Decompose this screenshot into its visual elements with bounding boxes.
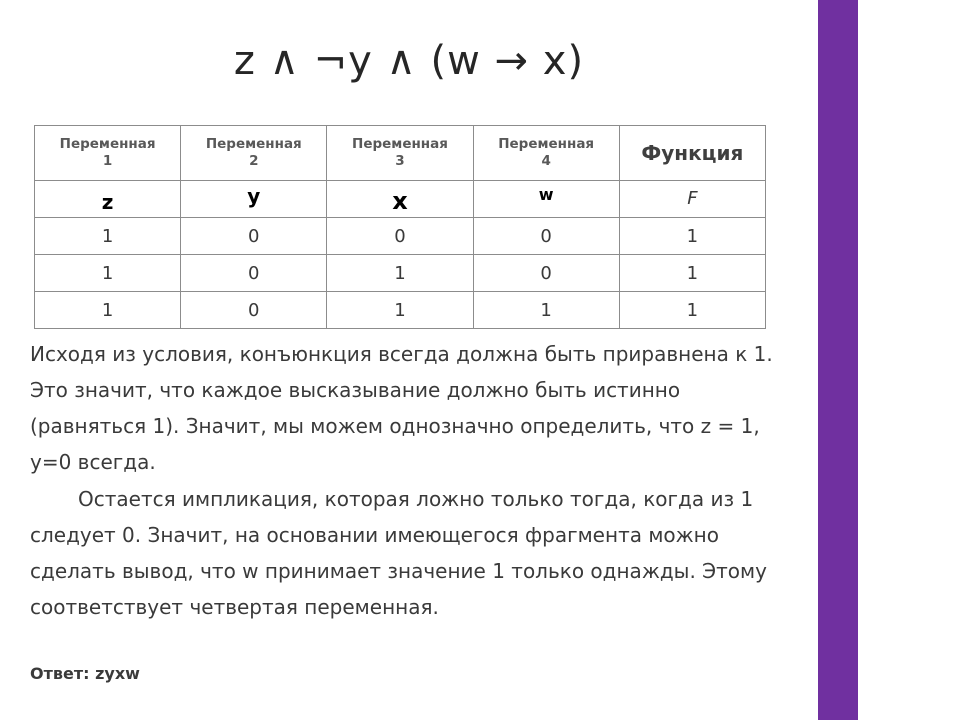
header-number: 1 [102,153,113,169]
function-name: F [687,187,698,209]
variable-cell [619,181,765,218]
header-number: 4 [541,153,551,169]
header-number: 2 [249,153,259,169]
header-variable-4 [473,126,619,181]
header-function: Функция [619,126,765,181]
variable-name: y [247,184,261,208]
table-row [35,292,766,329]
table-cell: 0 [181,292,327,329]
header-label: Переменная [352,136,448,152]
variable-cell [35,181,181,218]
table-cell: 0 [473,255,619,292]
table-row [35,218,766,255]
variable-names-row [35,181,766,218]
table-cell: 0 [327,218,473,255]
table-cell: 1 [35,255,181,292]
purple-side-bar [818,0,858,720]
explanation-paragraph-2: Остается импликация, которая ложно только тогда, когда из 1 следует 0. Значит, на основании имеющегося фрагмента можно сделать вывод, что w принимает значение 1 только однажды. Этому соответствует четвертая переменная. [30,487,767,619]
header-variable-2 [181,126,327,181]
header-variable-3 [327,126,473,181]
variable-cell [327,181,473,218]
table-cell: 1 [35,292,181,329]
table-cell: 1 [327,292,473,329]
table-cell: 1 [473,292,619,329]
variable-cell [181,181,327,218]
header-number: 3 [395,153,405,169]
header-label: Переменная [498,136,595,152]
variable-cell [473,181,619,218]
variable-name: x [392,187,408,215]
explanation-paragraph-1: Исходя из условия, конъюнкция всегда должна быть приравнена к 1. Это значит, что каждое высказывание должно быть истинно (равняться 1). Значит, мы можем однозначно определить, что z = 1, y=0 всегда. [30,342,773,474]
table-cell: 1 [619,255,765,292]
table-cell: 1 [619,292,765,329]
table-cell: 0 [181,255,327,292]
answer-text: Ответ: zyxw [30,664,140,683]
header-label: Переменная [59,136,156,152]
variable-name: z [101,190,114,214]
header-variable-1 [35,126,181,181]
table-cell: 0 [181,218,327,255]
variable-name: w [538,184,554,204]
table-cell: 0 [473,218,619,255]
table-header-row [35,126,766,181]
table-cell: 1 [619,218,765,255]
table-cell: 1 [327,255,473,292]
slide-title: z ∧ ¬y ∧ (w → x) [233,38,585,84]
truth-table [34,125,766,329]
header-label: Переменная [205,136,302,152]
table-row [35,255,766,292]
table-cell: 1 [35,218,181,255]
